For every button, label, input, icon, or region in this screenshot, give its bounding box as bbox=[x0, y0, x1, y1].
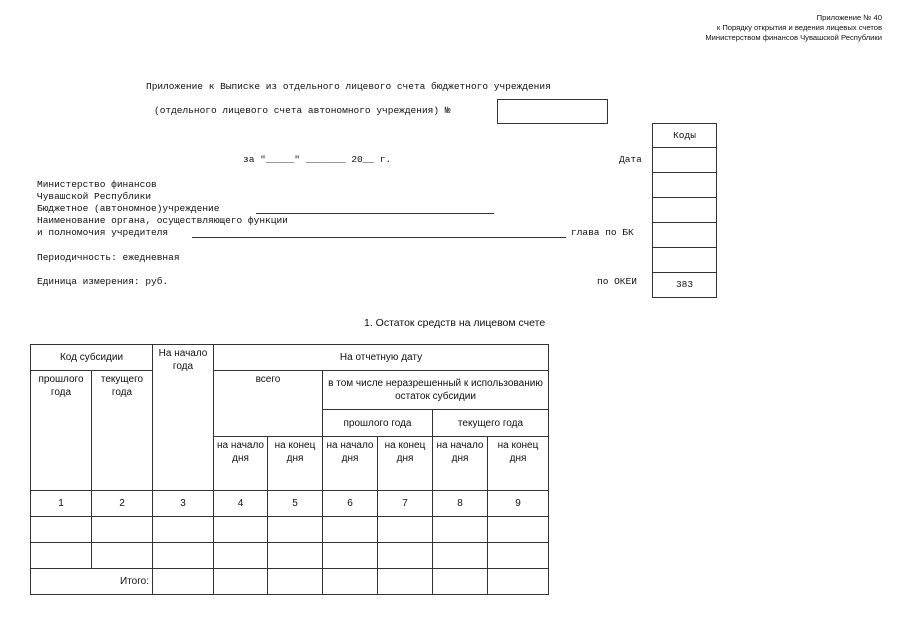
code-chapter-cell[interactable] bbox=[652, 223, 717, 248]
header-prev-year: прошлого года bbox=[31, 371, 92, 491]
header-day-end: на конец дня bbox=[378, 437, 433, 491]
table-cell[interactable] bbox=[488, 517, 549, 543]
balance-table bbox=[30, 344, 549, 595]
code-okei-cell: 383 bbox=[652, 273, 717, 298]
total-row bbox=[31, 569, 549, 595]
header-total: всего bbox=[214, 371, 323, 437]
institution-label: Бюджетное (автономное)учреждение bbox=[37, 203, 220, 214]
header-day-start: на начало дня bbox=[323, 437, 378, 491]
table-cell[interactable] bbox=[433, 517, 488, 543]
column-number: 4 bbox=[214, 491, 268, 517]
section-title: 1. Остаток средств на лицевом счете bbox=[364, 317, 546, 329]
header-curr-year: текущего года bbox=[92, 371, 153, 491]
header-curr-year-sub: текущего года bbox=[433, 410, 549, 437]
chapter-label: глава по БК bbox=[571, 227, 634, 238]
total-cell[interactable] bbox=[488, 569, 549, 595]
table-cell[interactable] bbox=[323, 517, 378, 543]
column-number: 6 bbox=[323, 491, 378, 517]
table-cell[interactable] bbox=[378, 517, 433, 543]
total-cell[interactable] bbox=[433, 569, 488, 595]
date-label: Дата bbox=[619, 154, 642, 165]
table-cell[interactable] bbox=[31, 517, 92, 543]
total-cell[interactable] bbox=[153, 569, 214, 595]
table-cell[interactable] bbox=[214, 517, 268, 543]
appendix-order-line: к Порядку открытия и ведения лицевых счетов bbox=[716, 23, 882, 32]
table-cell[interactable] bbox=[214, 543, 268, 569]
header-prev-year-sub: прошлого года bbox=[323, 410, 433, 437]
column-number: 3 bbox=[153, 491, 214, 517]
total-cell[interactable] bbox=[268, 569, 323, 595]
ministry-line1: Министерство финансов bbox=[37, 179, 157, 190]
header-subsidy-code: Код субсидии bbox=[31, 345, 153, 371]
total-label: Итого: bbox=[31, 569, 153, 595]
institution-name-line bbox=[256, 213, 494, 214]
table-cell[interactable] bbox=[268, 517, 323, 543]
founder-label-line2: и полномочия учредителя bbox=[37, 227, 169, 238]
header-day-start: на начало дня bbox=[214, 437, 268, 491]
column-number: 2 bbox=[92, 491, 153, 517]
table-cell[interactable] bbox=[323, 543, 378, 569]
header-start-of-year: На начало года bbox=[153, 345, 214, 491]
table-cell[interactable] bbox=[92, 543, 153, 569]
appendix-note bbox=[705, 13, 882, 43]
header-day-end: на конец дня bbox=[268, 437, 323, 491]
document-title-line2: (отдельного лицевого счета автономного учреждения) № bbox=[154, 105, 451, 116]
appendix-title: Приложение № 40 bbox=[816, 13, 882, 22]
unit-label: Единица измерения: руб. bbox=[37, 276, 169, 287]
table-cell[interactable] bbox=[433, 543, 488, 569]
column-number: 1 bbox=[31, 491, 92, 517]
column-number: 7 bbox=[378, 491, 433, 517]
total-cell[interactable] bbox=[214, 569, 268, 595]
header-report-date: На отчетную дату bbox=[214, 345, 549, 371]
codes-header: Коды bbox=[652, 123, 717, 148]
total-cell[interactable] bbox=[323, 569, 378, 595]
table-cell[interactable] bbox=[488, 543, 549, 569]
ministry-line2: Чувашской Республики bbox=[37, 191, 152, 202]
table-row bbox=[31, 517, 549, 543]
account-number-field[interactable] bbox=[497, 99, 608, 124]
header-day-start: на начало дня bbox=[433, 437, 488, 491]
okei-label: по ОКЕИ bbox=[597, 276, 637, 287]
code-date-cell[interactable] bbox=[652, 148, 717, 173]
table-cell[interactable] bbox=[153, 517, 214, 543]
column-number: 8 bbox=[433, 491, 488, 517]
statement-date-line: за "_____" _______ 20__ г. bbox=[243, 154, 392, 165]
periodicity-label: Периодичность: ежедневная bbox=[37, 252, 180, 263]
code-cell[interactable] bbox=[652, 248, 717, 273]
column-number: 5 bbox=[268, 491, 323, 517]
code-cell[interactable] bbox=[652, 173, 717, 198]
total-cell[interactable] bbox=[378, 569, 433, 595]
column-number: 9 bbox=[488, 491, 549, 517]
table-cell[interactable] bbox=[153, 543, 214, 569]
header-unresolved: в том числе неразрешенный к использованию остаток субсидии bbox=[323, 371, 549, 410]
table-cell[interactable] bbox=[31, 543, 92, 569]
header-day-end: на конец дня bbox=[488, 437, 549, 491]
founder-label-line1: Наименование органа, осуществляющего функции bbox=[37, 215, 288, 226]
appendix-ministry-line: Министерством финансов Чувашской Республики bbox=[705, 33, 882, 42]
table-cell[interactable] bbox=[378, 543, 433, 569]
table-cell[interactable] bbox=[268, 543, 323, 569]
table-row bbox=[31, 543, 549, 569]
table-cell[interactable] bbox=[92, 517, 153, 543]
codes-column bbox=[652, 123, 717, 298]
document-title-line1: Приложение к Выписке из отдельного лицевого счета бюджетного учреждения bbox=[146, 81, 551, 92]
founder-name-line bbox=[192, 237, 566, 238]
code-cell[interactable] bbox=[652, 198, 717, 223]
